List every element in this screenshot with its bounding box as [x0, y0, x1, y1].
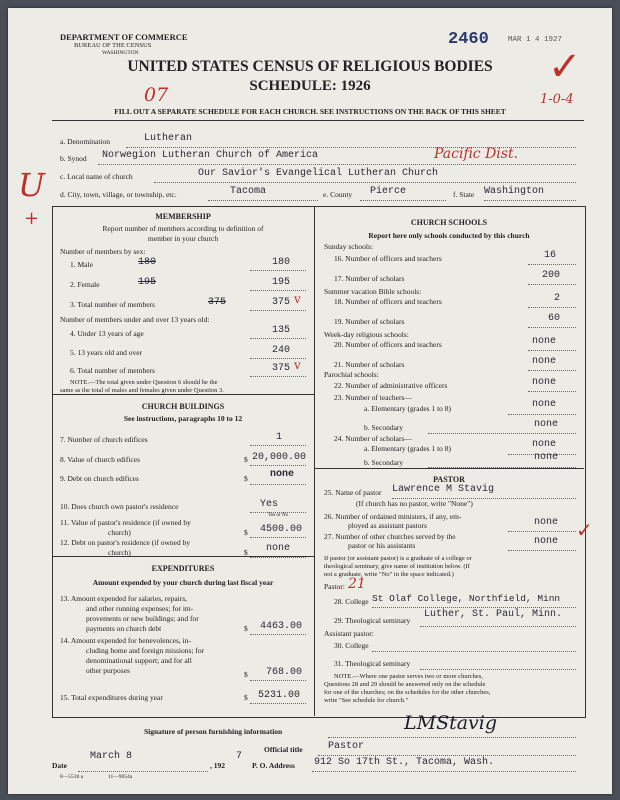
- stamp-number: 2460: [448, 30, 489, 49]
- county-label: e. County: [323, 190, 353, 199]
- date-value: March 8: [90, 751, 133, 762]
- pastor-title: PASTOR: [433, 475, 465, 484]
- department-label: DEPARTMENT OF COMMERCE: [60, 32, 188, 42]
- q26-label-1: 26. Number of ordained ministers, if any, em-: [324, 512, 462, 521]
- city-field-label: d. City, town, village, or township, etc.: [60, 190, 177, 199]
- q27-label-1: 27. Number of other churches served by the: [324, 532, 456, 541]
- q18-label: 18. Number of officers and teachers: [334, 297, 442, 306]
- year-digit: 7: [236, 751, 243, 762]
- q30-label: 30. College: [334, 641, 369, 650]
- q2-struck: 195: [138, 277, 157, 288]
- assistant-pastor-label: Assistant pastor:: [324, 629, 374, 638]
- q21-value: none: [532, 356, 557, 367]
- q26-label-2: ployed as assistant pastors: [348, 521, 427, 530]
- q22-value: none: [532, 377, 557, 388]
- expenditures-sub: Amount expended by your church during last fiscal year: [92, 578, 274, 587]
- q16-value: 16: [544, 250, 557, 261]
- q24b-value: none: [534, 452, 559, 463]
- membership-title: MEMBERSHIP: [155, 212, 211, 221]
- q15-value: 5231.00: [258, 690, 301, 701]
- q7-value: 1: [276, 432, 283, 443]
- college-value: St Olaf College, Northfield, Minn: [372, 593, 561, 604]
- city-field-value: Tacoma: [230, 186, 267, 197]
- q24b-label: b. Secondary: [364, 458, 404, 467]
- q11-label-2: church): [108, 528, 131, 537]
- q11-value: 4500.00: [260, 524, 303, 535]
- q28-label: 28. College: [334, 597, 369, 606]
- state-value: Washington: [484, 186, 545, 197]
- q6-label: 6. Total number of members: [70, 366, 155, 375]
- q18-value: 2: [554, 293, 561, 304]
- q12-value: none: [266, 543, 291, 554]
- pastor-hand-mark: 21: [348, 576, 366, 592]
- q23a-value: none: [532, 399, 557, 410]
- form-title: UNITED STATES CENSUS OF RELIGIOUS BODIES: [127, 58, 493, 75]
- q7-label: 7. Number of church edifices: [60, 435, 148, 444]
- q12-label-1: 12. Debt on pastor's residence (if owned by: [60, 538, 191, 547]
- q13-value: 4463.00: [260, 621, 303, 632]
- q20-label: 20. Number of officers and teachers: [334, 340, 442, 349]
- q22-label: 22. Number of administrative officers: [334, 381, 448, 390]
- q6-value: 375: [272, 363, 291, 374]
- q4-value: 135: [272, 325, 291, 336]
- q23b-value: none: [534, 419, 559, 430]
- synod-hand-note: Pacific Dist.: [434, 146, 519, 162]
- date-label: Date: [52, 761, 67, 770]
- q9-label: 9. Debt on church edifices: [60, 474, 139, 483]
- synod-label: b. Synod: [60, 154, 87, 163]
- q3-value: 375: [272, 297, 291, 308]
- expenditures-title: EXPENDITURES: [151, 564, 215, 573]
- county-value: Pierce: [370, 186, 407, 197]
- q21-label: 21. Number of scholars: [334, 360, 405, 369]
- column-divider: [314, 206, 315, 716]
- buildings-sub: See instructions, paragraphs 10 to 12: [123, 414, 243, 423]
- q9-value: none: [270, 469, 295, 480]
- q10-hint: Yes or No: [268, 513, 289, 518]
- q29-label: 29. Theological seminary: [334, 616, 411, 625]
- q24a-value: none: [532, 439, 557, 450]
- q5-value: 240: [272, 345, 291, 356]
- stamp-date: MAR 1 4 1927: [508, 36, 563, 44]
- bureau-label: BUREAU OF THE CENSUS: [74, 42, 152, 49]
- address-value: 912 So 17th St., Tacoma, Wash.: [314, 757, 495, 768]
- q1-label: 1. Male: [70, 260, 93, 269]
- buildings-title: CHURCH BUILDINGS: [141, 402, 225, 411]
- q12-label-2: church): [108, 548, 131, 557]
- red-check-mark: ✓: [548, 44, 582, 90]
- q31-label: 31. Theological seminary: [334, 659, 411, 668]
- form-number: 8—5518 a: [60, 774, 84, 780]
- q4-label: 4. Under 13 years of age: [70, 329, 144, 338]
- census-form-sheet: DEPARTMENT OF COMMERCE BUREAU OF THE CENSUS WASHINGTON 2460 MAR 1 4 1927 ✓ UNITED STATES CENSUS OF RELIGIOUS BODIES SCHEDULE: 1926 07 1-0-4 FILL OUT A SEPARATE SCHEDULE FOR EACH CHURCH. SEE INSTRUCTIONS ON THE BACK OF THIS SHEET a. Denomination Lutheran b. Synod Norwegion Lutheran Church of America Pacific Dist. c. Local name of church Our Savior's Evangelical Lutheran Church U + d. City, town, village, or township, etc. Tacoma e. County Pierce f. State Washington MEMBERSHIP Report number of members according to definition of member in your church Number of members by sex: 1. Male 180 180 2. Female 195 195 3. Total number of members 375 375 v Number of members under and over 13 years old: 4. Under 13 years of age 135 5. 13 years old and over 240 6. Total number of members 375 v NOTE.—The total given under Question 6 should be the same as the total of males and females given under Question 3. CHURCH BUILDINGS See instructions, paragraphs 10 to 12 7. Number of church edifices 1 8. Value of church edifices $ 20,000.00 9. Debt on church edifices $ none 10. Does church own pastor's residence Yes Yes or No 11. Value of pastor's residence (if owned by church) $ 4500.00 12. Debt on pastor's residence (if owned by church) $ none EXPENDITURES Amount expended by your church during last fiscal year 13. Amount expended for salaries, repairs, and other running expenses; for im- provements or new buildings; and for payments on church debt $ 4463.00 14. Amount expended for benevolences, in- cluding home and foreign missions; for denominational support; and for all other purposes $ 768.00 15. Total expenditures during year $ 5231.00 CHURCH SCHOOLS Report here only schools conducted by this church Sunday schools: 16. Number of officers and teachers 16 17. Number of scholars 200 Summer vacation Bible schools: 18. Number of officers and teachers 2 19. Number of scholars 60 Week-day religious schools: 20. Number of officers and teachers none 21. Number of scholars none Parochial schools: 22. Number of administrative officers none 23. Number of teachers— a. Elementary (grades 1 to 8) none b. Secondary none 24. Number of scholars— a. Elementary (grades 1 to 8) none b. Secondary none PASTOR 25. Name of pastor Lawrence M Stavig (If church has no pastor, write "None") 26. Number of ordained ministers, if any, em- ployed as assistant pastors none 27. Number of other churches served by the pastor or his assistants none ✓ If pastor (or assistant pastor) is a graduate of a college or theological seminary, give name of institution below. (If not a graduate, write "No" in the space indicated.) Pastor: 21 28. College St Olaf College, Northfield, Minn 29. Theological seminary Luther, St. Paul, Minn. Assistant pastor: 30. College 31. Theological seminary NOTE.—Where one pastor serves two or more churches, Questions 28 and 29 should be answered only on the schedule for one of the churches; on the schedules for the other churches, write "See schedule for church." Signature of person furnishing information LMStavig Official title Pastor Date March 8 , 192 7 P. O. Address 912 So 17th St., Tacoma, Wash. 8—5518 a 11—9054a: [8, 8, 612, 794]
- address-label: P. O. Address: [252, 761, 295, 770]
- q24a-label: a. Elementary (grades 1 to 8): [364, 444, 452, 453]
- state-label: f. State: [453, 190, 475, 199]
- official-title-value: Pastor: [328, 741, 365, 752]
- schools-title: CHURCH SCHOOLS: [410, 218, 488, 227]
- schedule-title: SCHEDULE: 1926: [249, 78, 371, 94]
- q27-label-2: pastor or his assistants: [348, 541, 416, 550]
- q1-struck: 180: [138, 257, 157, 268]
- q26-value: none: [534, 517, 559, 528]
- by-age-label: Number of members under and over 13 years old:: [60, 315, 210, 324]
- q19-value: 60: [548, 313, 561, 324]
- instruction-line: FILL OUT A SEPARATE SCHEDULE FOR EACH CHURCH. SEE INSTRUCTIONS ON THE BACK OF THIS SHEET: [114, 107, 506, 116]
- membership-sub1: Report number of members according to definition of: [102, 224, 264, 233]
- q10-label: 10. Does church own pastor's residence: [60, 502, 179, 511]
- by-sex-label: Number of members by sex:: [60, 247, 146, 256]
- hand-code-right: 1-0-4: [540, 92, 574, 107]
- q3-struck: 375: [208, 297, 227, 308]
- q17-value: 200: [542, 270, 561, 281]
- church-name-label: c. Local name of church: [60, 172, 133, 181]
- q2-value: 195: [272, 277, 291, 288]
- q3-label: 3. Total number of members: [70, 300, 155, 309]
- q27-value: none: [534, 536, 559, 547]
- q10-value: Yes: [260, 499, 279, 510]
- hand-code-left: 07: [144, 84, 169, 106]
- membership-note-1: NOTE.—The total given under Question 6 should be the: [70, 379, 218, 386]
- official-title-label: Official title: [264, 745, 303, 754]
- q20-value: none: [532, 336, 557, 347]
- membership-sub2: member in your church: [147, 234, 219, 243]
- q25-label: 25. Name of pastor: [324, 488, 382, 497]
- pastor-name-value: Lawrence M Stavig: [392, 484, 495, 495]
- q8-value: 20,000.00: [252, 452, 307, 463]
- margin-hand-mark: U: [18, 166, 45, 204]
- q17-label: 17. Number of scholars: [334, 274, 405, 283]
- q25-note: (If church has no pastor, write "None"): [356, 499, 473, 508]
- q15-label: 15. Total expenditures during year: [60, 693, 163, 702]
- q16-label: 16. Number of officers and teachers: [334, 254, 442, 263]
- seminary-value: Luther, St. Paul, Minn.: [424, 609, 563, 620]
- church-name-value: Our Savior's Evangelical Lutheran Church: [198, 168, 439, 179]
- header-rule: [52, 120, 584, 121]
- q1-value: 180: [272, 257, 291, 268]
- signature: LMStavig: [404, 712, 498, 734]
- q23a-label: a. Elementary (grades 1 to 8): [364, 404, 452, 413]
- q19-label: 19. Number of scholars: [334, 317, 405, 326]
- q23b-label: b. Secondary: [364, 423, 404, 432]
- denomination-value: Lutheran: [144, 133, 193, 144]
- synod-value: Norwegion Lutheran Church of America: [102, 150, 319, 161]
- margin-plus-mark: +: [24, 208, 40, 229]
- q14-value: 768.00: [266, 667, 303, 678]
- pastor-sublabel: Pastor:: [324, 582, 345, 591]
- q2-label: 2. Female: [70, 280, 100, 289]
- q5-label: 5. 13 years old and over: [70, 348, 143, 357]
- q8-label: 8. Value of church edifices: [60, 455, 141, 464]
- city-label: WASHINGTON: [102, 50, 139, 56]
- signature-label: Signature of person furnishing information: [144, 727, 283, 736]
- membership-note-2: same as the total of males and females given under Question 3.: [60, 387, 224, 394]
- form-number-2: 11—9054a: [108, 774, 133, 780]
- denomination-label: a. Denomination: [60, 137, 110, 146]
- schools-sub: Report here only schools conducted by this church: [368, 231, 530, 240]
- q11-label-1: 11. Value of pastor's residence (if owned by: [60, 518, 191, 527]
